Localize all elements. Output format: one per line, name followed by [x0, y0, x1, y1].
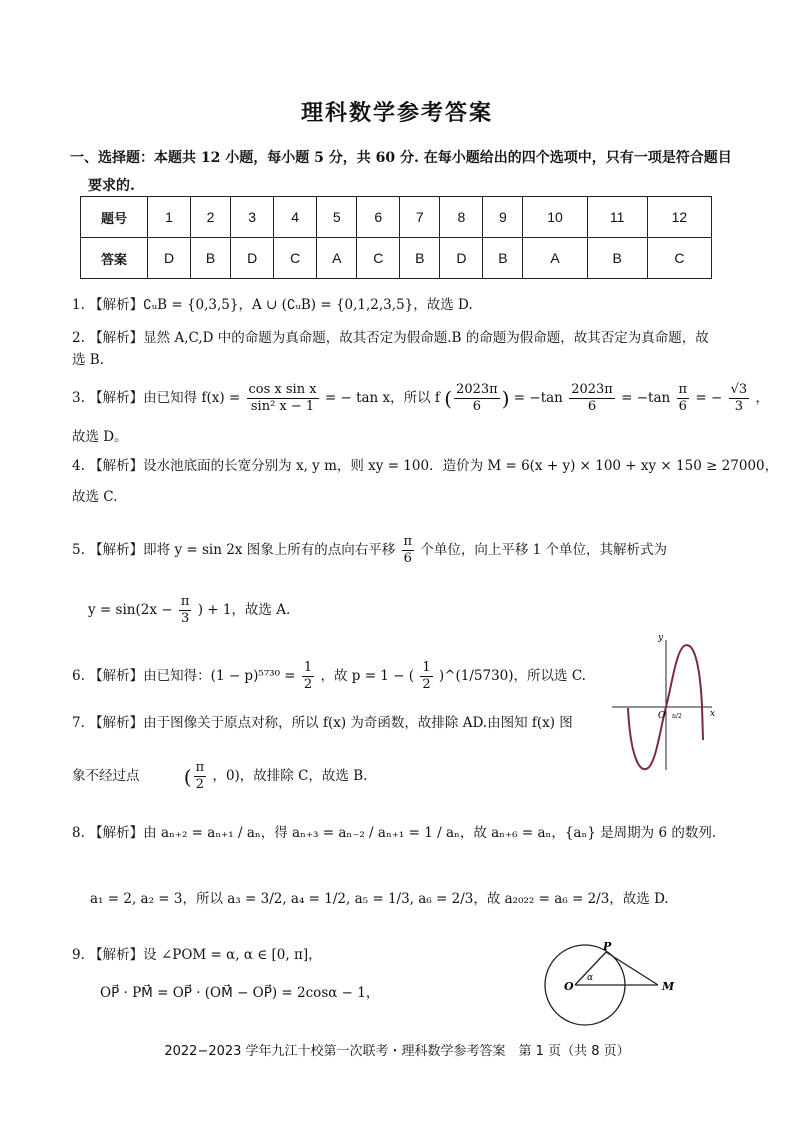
s3-fraction-4: [677, 382, 690, 415]
solution-9-line1: 9. 【解析】设 ∠POM = α, α ∈ [0, π]，: [72, 947, 322, 963]
table-cell-answer: B: [587, 238, 647, 279]
s3-fraction-2: [454, 382, 500, 415]
solution-4-line2: 故选 C.: [72, 489, 118, 505]
table-cell-number: 8: [440, 197, 483, 238]
angle-alpha-label: α: [587, 973, 594, 983]
fraction-denominator: 3: [180, 611, 190, 626]
s6-prefix: 6. 【解析】由已知得：(1 − p)⁵⁷³⁰ =: [72, 668, 296, 684]
solution-9-line2: OP⃗ · PM⃗ = OP⃗ · (OM⃗ − OP⃗) = 2cosα − 1，: [100, 985, 380, 1001]
fraction-denominator: 6: [403, 551, 412, 566]
point-P-label: P: [603, 940, 612, 953]
solution-2-line1: 2. 【解析】显然 A,C,D 中的命题为真命题，故其否定为假命题.B 的命题为假命题，故其否定为真命题，故: [72, 330, 709, 346]
table-cell-number: 5: [317, 197, 357, 238]
s3-mid2: = −tan: [513, 390, 563, 406]
s3-end: ，: [755, 390, 769, 406]
solution-5-line2: [88, 594, 290, 627]
solution-8-line2: a₁ = 2, a₂ = 3，所以 a₃ = 3/2, a₄ = 1/2, a₅ = 1/3, a₆ = 2/3，故 a₂₀₂₂ = a₆ = 2/3，故选 D.: [90, 891, 669, 907]
segment-PM: [606, 952, 658, 985]
fraction-numerator: π: [678, 382, 688, 397]
table-cell-answer: D: [231, 238, 274, 279]
s5-fraction: [402, 534, 415, 567]
fraction-denominator: sin² x − 1: [250, 399, 315, 414]
section-heading: [70, 144, 740, 200]
circle-diagram: [540, 940, 700, 1030]
s3-fraction-3: [569, 382, 615, 415]
table-cell-number: 4: [274, 197, 317, 238]
table-cell-number: 12: [647, 197, 711, 238]
table-cell-answer: D: [440, 238, 483, 279]
s3-prefix: 3. 【解析】由已知得 f(x) =: [72, 390, 241, 406]
s7-b-prefix: 象不经过点: [72, 768, 140, 784]
fraction-denominator: 6: [587, 399, 597, 414]
table-cell-answer: D: [148, 238, 191, 279]
s7-b-suffix: ，0)，故排除 C，故选 B.: [212, 768, 368, 784]
fraction-numerator: 2023π: [571, 382, 613, 397]
table-cell-answer: B: [400, 238, 440, 279]
fraction-denominator: 2: [195, 777, 205, 792]
table-cell-number: 1: [148, 197, 191, 238]
table-cell-answer: C: [274, 238, 317, 279]
fraction-denominator: 2: [422, 677, 431, 692]
fraction-numerator: π: [403, 534, 413, 549]
fraction-numerator: π: [180, 594, 190, 609]
y-axis-label: y: [658, 633, 664, 643]
s5-b-fraction: [179, 594, 192, 627]
fraction-numerator: 1: [303, 660, 313, 675]
table-cell-number: 11: [587, 197, 647, 238]
odd-function-graph: [610, 630, 720, 780]
s7-fraction: [194, 760, 207, 793]
answer-table: [80, 196, 712, 279]
x-axis-label: x: [710, 709, 716, 719]
section-heading-line1: 一、选择题：本题共 12 小题，每小题 5 分，共 60 分. 在每小题给出的四个选项中，只有一项是符合题目: [70, 150, 732, 166]
s6-mid: ，故 p = 1 − (: [320, 668, 415, 684]
table-answer-label: 答案: [81, 238, 148, 279]
s5-suffix: 个单位，向上平移 1 个单位，其解析式为: [420, 542, 668, 558]
page-footer: 2022−2023 学年九江十校第一次联考・理科数学参考答案 第 1 页（共 8 页）: [164, 1044, 630, 1059]
s6-fraction-1: [302, 660, 314, 693]
s5-b-prefix: y = sin(2x −: [88, 602, 173, 618]
table-cell-number: 7: [400, 197, 440, 238]
origin-label: O: [658, 711, 666, 721]
table-cell-answer: B: [483, 238, 523, 279]
answer-table-answer-row: [81, 238, 712, 279]
fraction-denominator: 2: [303, 677, 313, 692]
fraction-numerator: 1: [422, 660, 431, 675]
table-cell-number: 3: [231, 197, 274, 238]
solution-2-line2: 选 B.: [72, 352, 105, 368]
s3-mid1: = − tan x，所以 f: [324, 390, 440, 406]
fraction-numerator: cos x sin x: [248, 382, 317, 397]
s3-fraction-1: [247, 382, 319, 415]
fraction-numerator: √3: [730, 382, 748, 397]
solution-3-line1: 3. 【解析】由已知得 f(x) = $\frac{\text{cos x sin x}}{\text{sin² x − 1}}$ = − tan x，所以 f ( $\frac{2023\pi}{6}$ ) = −tan $\frac{2023\pi}{6}$ = −tan $\frac{\pi}{6}$ = − $\frac{√3}{3}$ ，: [72, 382, 769, 414]
fraction-denominator: 3: [734, 399, 743, 414]
fraction-denominator: 6: [472, 399, 481, 414]
section-heading-line2: 要求的.: [88, 178, 135, 194]
point-O-label: O: [564, 980, 574, 993]
table-cell-answer: A: [523, 238, 587, 279]
fraction-numerator: π: [195, 760, 205, 775]
table-cell-number: 2: [191, 197, 231, 238]
tick-label: π/2: [672, 713, 682, 720]
solution-7-line2: 象不经过点 ( $\frac{\pi}{2}$ ，0)，故排除 C，故选 B.: [72, 760, 368, 792]
answer-table-number-row: [81, 197, 712, 238]
solution-8-line1: 8. 【解析】由 aₙ₊₂ = aₙ₊₁ / aₙ，得 aₙ₊₃ = aₙ₋₂ / aₙ₊₁ = 1 / aₙ，故 aₙ₊₆ = aₙ，{aₙ} 是周期为 6 的数列.: [72, 825, 717, 841]
solution-5-line1: [72, 534, 667, 567]
s6-fraction-2: [420, 660, 432, 693]
table-cell-number: 6: [357, 197, 400, 238]
s6-suffix: )^(1/5730)，所以选 C.: [438, 668, 586, 684]
s5-b-suffix: ) + 1，故选 A.: [197, 602, 291, 618]
page-title: 理科数学参考答案: [300, 101, 493, 126]
fraction-numerator: 2023π: [456, 382, 498, 397]
solution-1: 1. 【解析】∁ᵤB = {0,3,5}，A ∪ (∁ᵤB) = {0,1,2,3,5}，故选 D.: [72, 297, 473, 313]
s5-prefix: 5. 【解析】即将 y = sin 2x 图象上所有的点向右平移: [72, 542, 396, 558]
table-cell-answer: B: [191, 238, 231, 279]
table-cell-answer: C: [357, 238, 400, 279]
solution-6: [72, 660, 586, 693]
table-cell-number: 9: [483, 197, 523, 238]
solution-4-line1: 4. 【解析】设水池底面的长宽分别为 x, y m，则 xy = 100．造价为 M = 6(x + y) × 100 + xy × 150 ≥ 27000，: [72, 458, 779, 474]
table-header-label: 题号: [81, 197, 148, 238]
solution-7-line1: 7. 【解析】由于图像关于原点对称，所以 f(x) 为奇函数，故排除 AD.由图知 f(x) 图: [72, 715, 573, 731]
fraction-denominator: 6: [678, 399, 687, 414]
table-cell-answer: A: [317, 238, 357, 279]
s3-mid4: = −: [695, 390, 723, 406]
table-cell-number: 10: [523, 197, 587, 238]
solution-3-line2: 故选 D。: [72, 429, 128, 445]
table-cell-answer: C: [647, 238, 711, 279]
s3-mid3: = −tan: [621, 390, 671, 406]
point-M-label: M: [662, 980, 675, 993]
s3-fraction-5: [729, 382, 750, 415]
